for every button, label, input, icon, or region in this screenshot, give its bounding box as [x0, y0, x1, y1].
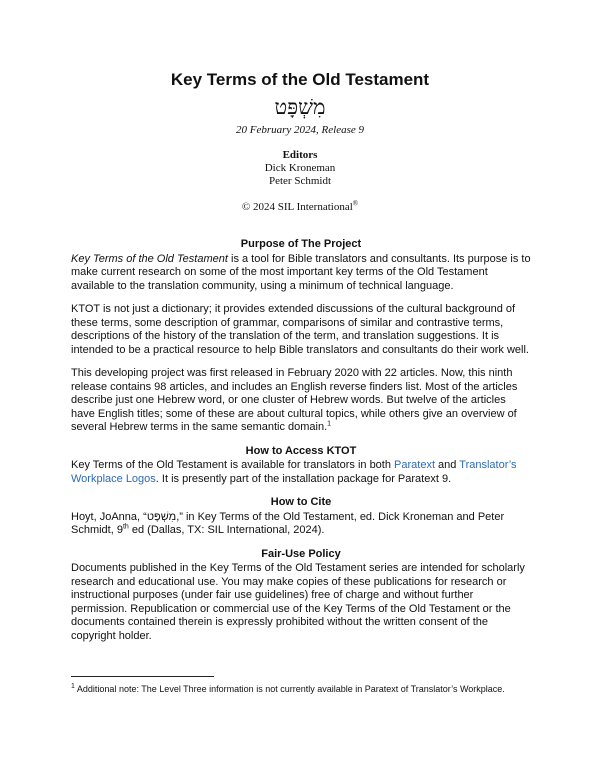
cite-text-b: ed (Dallas, TX: SIL International, 2024).	[128, 524, 325, 536]
purpose-paragraph-2: KTOT is not just a dictionary; it provides extended discussions of the cultural background of these terms, some description of grammar, comparisons of similar and contrastive terms, descriptions of the history of the translation of the term, and translation suggestions. It is intended to be a practical resource to help Bible translators and consultants do their work well.	[71, 303, 529, 356]
document-title: Key Terms of the Old Testament	[170, 70, 430, 89]
access-text-b: and	[435, 459, 460, 471]
footnote-marker: 1	[71, 683, 75, 690]
footnote-ref[interactable]: 1	[327, 420, 332, 428]
purpose-p1-text: is a tool for Bible translators and consultants. Its purpose is to make current research on some of the most important key terms of the Old Testament available to the translation community, using a minimum of technical language.	[71, 252, 531, 292]
cite-heading: How to Cite	[270, 496, 332, 508]
release-date: 20 February 2024, Release 9	[236, 124, 364, 136]
access-text-c: . It is presently part of the installation package for Paratext 9.	[155, 472, 452, 485]
cite-edition-sup: th	[122, 523, 129, 531]
cite-text-a: Hoyt, JoAnna, “מִשְׁפָּט,” in Key Terms of the Old Testament, ed. Dick Kroneman and Peter Schmidt, 9	[71, 510, 505, 536]
registered-mark: ®	[352, 199, 359, 208]
purpose-title-italic: Key Terms of the Old Testament	[71, 252, 228, 265]
purpose-paragraph-1	[71, 253, 531, 294]
access-paragraph	[71, 459, 531, 486]
purpose-paragraph-3	[71, 367, 531, 435]
hebrew-term: מִשְׁפָּט	[274, 95, 326, 119]
editor-name: Peter Schmidt	[268, 175, 332, 187]
access-text-a: Key Terms of the Old Testament is available for translators in both	[71, 459, 395, 471]
cite-paragraph	[71, 511, 531, 538]
editors-heading: Editors	[282, 149, 318, 161]
purpose-p3-text: This developing project was first released in February 2020 with 22 articles. Now, this ninth release contains 98 articles, and includes an English reverse finders list. Most of the articles describe just one Hebrew word, or one cluster of Hebrew words. But twelve of the articles have English titles; some of these are about cultural topics, while others give an overview of several Hebrew terms in the same semantic domain.	[71, 367, 518, 433]
copyright-text: © 2024 SIL International	[241, 201, 353, 213]
fairuse-paragraph: Documents published in the Key Terms of the Old Testament series are intended for scholarly research and educational use. You may make copies of these publications for research or instructional purposes (under fair use guidelines) free of charge and without further permission. Republication or commercial use of the Key Terms of the Old Testament or the documents contained therein is expressly prohibited without the written consent of the copyright holder.	[71, 562, 525, 642]
paratext-link[interactable]: Paratext	[394, 459, 435, 471]
access-heading: How to Access KTOT	[245, 444, 357, 457]
editor-name: Dick Kroneman	[264, 162, 336, 174]
footnote	[71, 683, 531, 696]
footnote-divider	[71, 676, 214, 677]
fairuse-heading: Fair-Use Policy	[261, 547, 341, 560]
translators-workplace-link[interactable]: Translator’s Workplace Logos	[71, 459, 517, 485]
document-body	[71, 238, 531, 653]
copyright-line	[0, 201, 600, 213]
purpose-heading: Purpose of The Project	[240, 238, 362, 250]
footnote-text: Additional note: The Level Three information is not currently available in Paratext of Translator’s Workplace.	[74, 684, 505, 694]
